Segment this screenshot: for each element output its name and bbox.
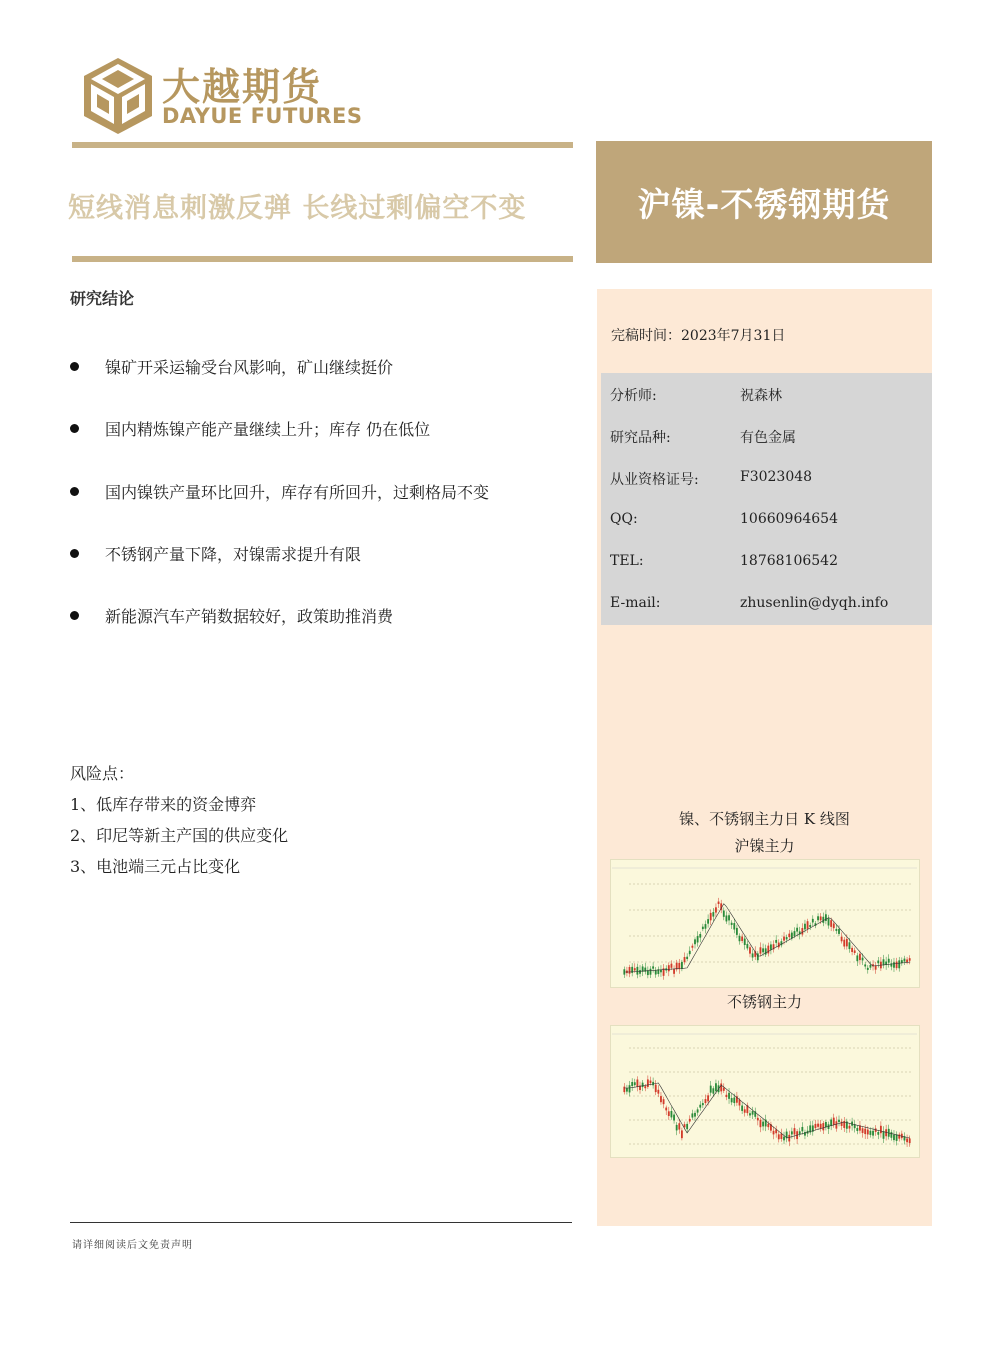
candle-body	[736, 928, 738, 935]
candle-body	[634, 1082, 636, 1085]
candle-body	[867, 1130, 869, 1135]
candle-body	[691, 1113, 693, 1117]
candle-body	[694, 1113, 696, 1117]
candle-body	[741, 1105, 743, 1110]
info-label-tel: TEL:	[610, 553, 644, 569]
candle-body	[634, 968, 636, 970]
candle-body	[791, 1131, 793, 1134]
info-sidebar	[597, 289, 932, 1226]
candle-body	[883, 1131, 885, 1139]
candle-body	[843, 940, 845, 947]
candle-body	[715, 907, 717, 912]
candle-body	[780, 1134, 782, 1139]
candle-body	[838, 1120, 840, 1122]
candle-body	[623, 1087, 625, 1092]
candle-body	[710, 913, 712, 920]
candle-body	[893, 1135, 895, 1140]
candle-body	[655, 971, 657, 975]
conclusion-item: 新能源汽车产销数据较好，政策助推消费	[70, 604, 580, 627]
candle-body	[668, 965, 670, 971]
footer-rule	[70, 1222, 572, 1223]
candle-body	[746, 944, 748, 948]
conclusion-heading: 研究结论	[70, 289, 135, 308]
candle-body	[870, 1131, 872, 1135]
risk-heading: 风险点：	[70, 764, 135, 783]
candle-body	[856, 955, 858, 961]
candle-body	[697, 936, 699, 942]
candle-body	[733, 1097, 735, 1103]
candle-body	[849, 942, 851, 949]
candle-body	[767, 946, 769, 954]
candle-body	[888, 959, 890, 963]
candle-body	[796, 928, 798, 932]
candle-body	[744, 939, 746, 945]
product-title: 沪镍-不锈钢期货	[637, 185, 891, 224]
candle-body	[825, 914, 827, 921]
candle-body	[726, 915, 728, 921]
candle-body	[893, 962, 895, 967]
candle-body	[825, 1122, 827, 1127]
candle-body	[760, 1120, 762, 1127]
candle-body	[909, 1138, 911, 1143]
candle-body	[822, 1123, 824, 1130]
candle-body	[807, 921, 809, 929]
candle-body	[647, 1079, 649, 1087]
candle-body	[859, 954, 861, 960]
info-value-tel: 18768106542	[740, 553, 838, 569]
candle-body	[697, 1109, 699, 1112]
headline-top-rule	[72, 142, 573, 148]
candle-body	[815, 1124, 817, 1128]
candle-body	[830, 1119, 832, 1125]
candle-body	[707, 1095, 709, 1101]
conclusion-item: 镍矿开采运输受台风影响，矿山继续挺价	[70, 355, 580, 378]
candle-body	[728, 1093, 730, 1099]
candle-body	[639, 970, 641, 974]
candle-body	[851, 948, 853, 952]
candle-body	[833, 1118, 835, 1125]
candle-body	[681, 1130, 683, 1138]
candle-body	[757, 1118, 759, 1121]
conclusion-item: 国内精炼镍产能产量继续上升；库存 仍在低位	[70, 417, 580, 440]
risk-item: 2、印尼等新主产国的供应变化	[70, 826, 289, 845]
conclusion-item: 不锈钢产量下降，对镍需求提升有限	[70, 542, 580, 565]
candle-body	[838, 929, 840, 934]
candle-body	[723, 1088, 725, 1091]
candle-body	[739, 1100, 741, 1106]
conclusion-item: 国内镍铁产量环比回升，库存有所回升，过剩格局不变	[70, 480, 580, 503]
info-label-qq: QQ:	[610, 511, 638, 527]
candle-body	[681, 962, 683, 969]
candle-body	[705, 924, 707, 929]
candle-body	[715, 1083, 717, 1091]
brand-name-cn: 大越期货	[162, 65, 323, 109]
candle-body	[644, 1086, 646, 1088]
nickel-kline-chart	[610, 859, 920, 988]
candle-body	[694, 939, 696, 944]
candle-body	[820, 916, 822, 920]
candle-body	[788, 934, 790, 937]
candle-body	[678, 1123, 680, 1129]
candle-body	[712, 912, 714, 916]
candle-body	[822, 917, 824, 923]
candle-body	[788, 1135, 790, 1142]
candle-body	[731, 1098, 733, 1102]
info-label-category: 研究品种:	[610, 430, 671, 446]
candle-body	[880, 1126, 882, 1133]
stainless-chart-label: 不锈钢主力	[726, 993, 802, 1011]
candle-body	[723, 911, 725, 917]
nickel-chart-label: 沪镍主力	[734, 837, 795, 855]
risk-item: 3、电池端三元占比变化	[70, 857, 241, 876]
candle-body	[830, 920, 832, 927]
candle-body	[668, 1111, 670, 1116]
candle-body	[673, 969, 675, 974]
candle-body	[867, 968, 869, 970]
candle-body	[864, 1129, 866, 1134]
candle-body	[896, 962, 898, 968]
candle-body	[890, 1132, 892, 1138]
candle-body	[731, 923, 733, 925]
candle-body	[906, 1138, 908, 1142]
candle-body	[676, 1125, 678, 1130]
candle-body	[833, 923, 835, 928]
candle-body	[636, 1080, 638, 1087]
candle-body	[804, 924, 806, 930]
bullet-icon	[70, 549, 79, 558]
candle-body	[749, 947, 751, 953]
report-headline: 短线消息刺激反弹 长线过剩偏空不变	[68, 193, 527, 224]
candle-body	[739, 936, 741, 941]
candle-body	[741, 937, 743, 941]
candle-body	[671, 964, 673, 968]
candle-body	[710, 1086, 712, 1093]
candle-body	[762, 948, 764, 952]
candle-body	[760, 947, 762, 953]
info-value-email[interactable]: zhusenlin@dyqh.info	[740, 595, 889, 611]
candle-body	[733, 923, 735, 929]
candle-body	[854, 950, 856, 953]
candle-body	[801, 928, 803, 935]
candle-body	[904, 959, 906, 962]
candle-body	[875, 966, 877, 970]
info-value-qq: 10660964654	[740, 511, 838, 527]
candle-body	[686, 1124, 688, 1129]
info-label-analyst: 分析师:	[610, 388, 657, 404]
candle-body	[702, 1103, 704, 1105]
candle-body	[856, 1128, 858, 1131]
candle-body	[828, 918, 830, 925]
candle-body	[812, 919, 814, 923]
finish-time: 完稿时间：2023年7月31日	[611, 328, 786, 344]
stainless-kline-chart	[610, 1025, 920, 1158]
bullet-icon	[70, 362, 79, 371]
candle-body	[783, 937, 785, 941]
candle-body	[718, 902, 720, 904]
info-value-category: 有色金属	[740, 430, 796, 446]
candle-body	[794, 931, 796, 936]
risk-item: 1、低库存带来的资金博弈	[70, 795, 257, 814]
candle-body	[720, 1083, 722, 1091]
candle-body	[650, 969, 652, 975]
candle-body	[870, 965, 872, 968]
candle-body	[663, 1099, 665, 1104]
candle-body	[752, 953, 754, 957]
candle-body	[809, 925, 811, 927]
candle-body	[684, 957, 686, 962]
candle-body	[699, 1105, 701, 1108]
candle-body	[877, 961, 879, 964]
candle-body	[752, 1111, 754, 1115]
candle-body	[636, 967, 638, 975]
candle-body	[778, 1134, 780, 1139]
candle-body	[712, 1088, 714, 1093]
candle-body	[757, 953, 759, 960]
candle-body	[799, 1131, 801, 1134]
candle-body	[642, 1083, 644, 1087]
candle-body	[817, 916, 819, 920]
candle-body	[749, 1113, 751, 1115]
candle-body	[909, 958, 911, 961]
candle-body	[652, 966, 654, 968]
bullet-icon	[70, 424, 79, 433]
candle-body	[770, 944, 772, 949]
candle-body	[626, 1088, 628, 1092]
candle-body	[767, 1124, 769, 1127]
candle-body	[665, 1108, 667, 1111]
candle-body	[707, 919, 709, 924]
candle-body	[801, 1127, 803, 1131]
candle-body	[877, 1132, 879, 1135]
candle-body	[849, 1126, 851, 1129]
candle-body	[841, 937, 843, 942]
candle-body	[702, 927, 704, 929]
info-value-analyst: 祝森林	[740, 388, 782, 404]
candle-body	[689, 951, 691, 954]
candle-body	[906, 960, 908, 963]
headline-bottom-rule	[72, 256, 573, 262]
info-label-license: 从业资格证号:	[610, 472, 699, 488]
candle-body	[817, 1124, 819, 1127]
candle-body	[699, 934, 701, 938]
candle-body	[660, 1096, 662, 1102]
info-value-license: F3023048	[740, 469, 813, 485]
info-label-email: E-mail:	[610, 595, 661, 611]
candle-body	[835, 929, 837, 931]
candle-body	[744, 1109, 746, 1112]
candle-body	[786, 937, 788, 939]
bullet-icon	[70, 611, 79, 620]
candle-body	[898, 960, 900, 968]
candle-body	[629, 967, 631, 974]
candle-body	[872, 1131, 874, 1136]
kline-chart-title: 镍、不锈钢主力日 K 线图	[679, 810, 850, 828]
product-title-box	[596, 141, 932, 263]
candle-body	[705, 1099, 707, 1103]
candle-body	[775, 940, 777, 943]
candle-body	[728, 915, 730, 920]
candle-body	[883, 959, 885, 965]
candle-body	[657, 1090, 659, 1094]
candle-body	[794, 1128, 796, 1134]
candle-body	[846, 939, 848, 946]
candle-body	[691, 946, 693, 948]
brand-name-en: DAYUE FUTURES	[162, 104, 363, 128]
candle-body	[783, 1137, 785, 1141]
candle-body	[820, 1124, 822, 1128]
candle-body	[689, 1119, 691, 1122]
analyst-info-box	[601, 373, 932, 625]
candle-body	[673, 1115, 675, 1121]
candle-body	[655, 1085, 657, 1092]
candle-body	[765, 948, 767, 954]
candle-body	[726, 1095, 728, 1097]
candle-body	[671, 1111, 673, 1117]
candle-body	[631, 1082, 633, 1086]
candle-body	[862, 958, 864, 961]
candle-body	[650, 1081, 652, 1084]
candle-body	[629, 1085, 631, 1092]
bullet-icon	[70, 487, 79, 496]
candle-body	[762, 1122, 764, 1127]
footer-disclaimer: 请详细阅读后文免责声明	[72, 1240, 193, 1251]
candle-body	[862, 1128, 864, 1133]
candle-body	[686, 957, 688, 959]
candle-body	[773, 1131, 775, 1135]
candle-body	[835, 1121, 837, 1128]
candle-body	[864, 964, 866, 966]
